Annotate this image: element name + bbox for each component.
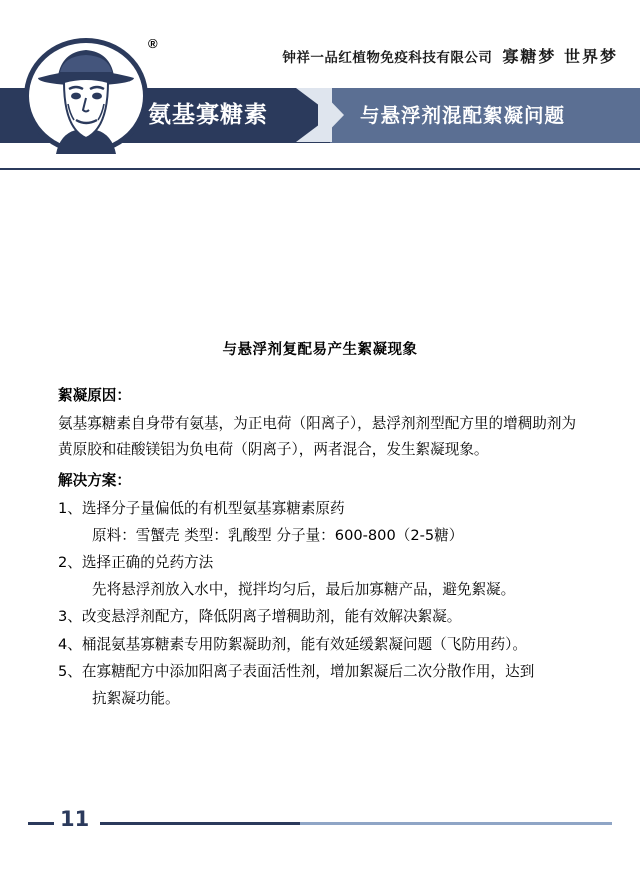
solution-list	[58, 496, 582, 712]
banner-wedge-shape-2	[318, 88, 344, 142]
footer-bar-dark	[100, 822, 300, 825]
registered-trademark-icon: ®	[148, 36, 158, 51]
body-text	[58, 383, 582, 713]
list-item-subtext: 抗絮凝功能。	[92, 690, 180, 708]
page-content	[0, 168, 640, 714]
list-item	[58, 604, 582, 631]
list-item-text: 3、改变悬浮剂配方，降低阴离子增稠助剂，能有效解决絮凝。	[58, 608, 462, 626]
list-item	[58, 659, 582, 712]
page-number: 11	[60, 807, 90, 831]
farmer-portrait-logo-icon	[18, 26, 158, 156]
cause-text: 氨基寡糖素自身带有氨基，为正电荷（阳离子），悬浮剂剂型配方里的增稠助剂为黄原胶和硅酸镁铝为负电荷（阴离子），两者混合，发生絮凝现象。	[58, 414, 577, 459]
page-header	[0, 0, 640, 168]
footer-bar-light	[300, 822, 612, 825]
list-item-text: 5、在寡糖配方中添加阳离子表面活性剂，增加絮凝后二次分散作用，达到	[58, 663, 535, 681]
list-item	[58, 550, 582, 603]
list-item-subtext: 原料：雪蟹壳 类型：乳酸型 分子量：600-800（2-5糖）	[92, 526, 464, 544]
solution-label: 解决方案：	[58, 471, 131, 489]
brand-title: 氨基寡糖素	[148, 102, 268, 128]
list-item-text: 1、选择分子量偏低的有机型氨基寡糖素原药	[58, 500, 345, 518]
company-name-text: 钟祥一品红植物免疫科技有限公司	[282, 50, 493, 66]
company-slogan: 寡糖梦 世界梦	[502, 47, 618, 66]
section-subtitle: 与悬浮剂复配易产生絮凝现象	[222, 342, 418, 358]
list-item-text: 4、桶混氨基寡糖素专用防絮凝助剂，能有效延缓絮凝问题（飞防用药）。	[58, 635, 527, 653]
cause-label: 絮凝原因：	[58, 387, 131, 404]
footer-dash-decoration	[28, 822, 54, 825]
banner-title: 与悬浮剂混配絮凝问题	[360, 104, 566, 127]
list-item	[58, 632, 582, 659]
page-footer	[0, 803, 640, 843]
list-item-text: 2、选择正确的兑药方法	[58, 554, 214, 572]
company-name	[282, 44, 618, 67]
list-item-subtext: 先将悬浮剂放入水中，搅拌均匀后，最后加寡糖产品，避免絮凝。	[92, 580, 516, 598]
list-item	[58, 496, 582, 549]
